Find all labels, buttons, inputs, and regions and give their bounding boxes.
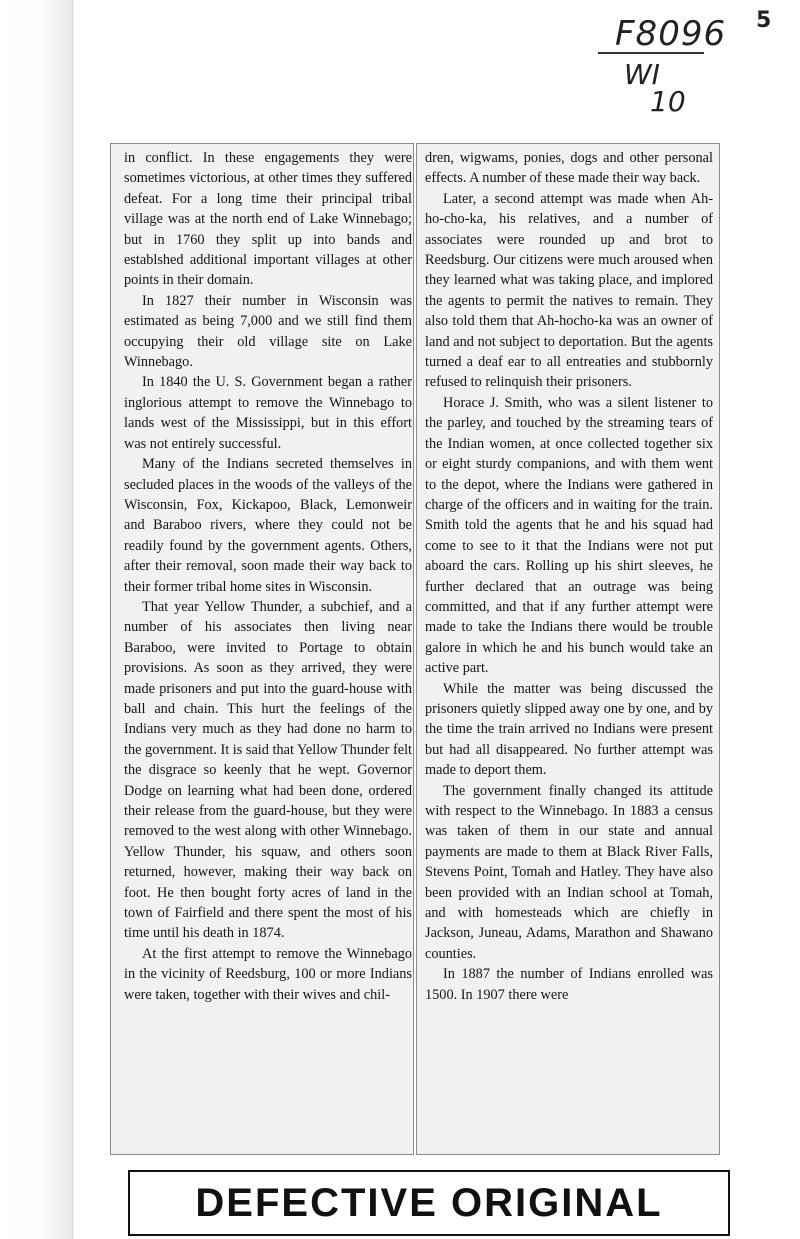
paragraph: In 1827 their number in Wisconsin was estimated as being 7,000 and we still find them occupying their old village site on Lake Winnebago. xyxy=(124,292,412,371)
box-note-annotation: 10 xyxy=(650,85,686,118)
page-number: 5 xyxy=(756,8,772,33)
paragraph: At the first attempt to remove the Winnebago in the vicinity of Reedsburg, 100 or more Indians were taken, together with their wives and chil- xyxy=(124,945,412,1003)
page-margin-strip xyxy=(0,0,73,1239)
paragraph: In 1887 the number of Indians enrolled was 1500. In 1907 there were xyxy=(425,966,713,1003)
article-left-column xyxy=(124,148,412,1005)
article-right-column xyxy=(425,148,713,1005)
paragraph: While the matter was being discussed the prisoners quietly slipped away one by one, and by the time the train arrived no Indians were present but had all disappeared. No further attempt was made to deport them. xyxy=(425,680,713,779)
paragraph: Later, a second attempt was made when Ah-ho-cho-ka, his relatives, and a number of associates were rounded up and brot to Reedsburg. Our citizens were much aroused when they learned what was taking place, and implored the agents to permit the natives to remain. They also told them that Ah-hocho-ka was an owner of land and not subject to deportation. But the agents turned a deaf ear to all entreaties and stubbornly refused to relinquish their prisoners. xyxy=(425,190,713,391)
annotation-underline xyxy=(598,52,704,54)
state-note-annotation: WI xyxy=(624,58,660,91)
stamp-code-annotation: F8096 xyxy=(615,14,727,54)
paragraph: in conflict. In these engagements they were sometimes victorious, at other times they suffered defeat. For a long time their principal tribal village was at the north end of Lake Winnebago; but in 1760 they split up into bands and establshed additional important villages at other points in their domain. xyxy=(124,150,412,289)
paragraph: That year Yellow Thunder, a subchief, and a number of his associates then living near Baraboo, were invited to Portage to obtain provisions. As soon as they arrived, they were made prisoners and put into the guard-house with ball and chain. This hurt the feelings of the Indians very much as they had done no harm to the government. It is said that Yellow Thunder felt the disgrace so keenly that he wept. Governor Dodge on learning what had been done, ordered their release from the guard-house, but they were removed to the west along with other Winnebago. Yellow Thunder, his squaw, and others soon returned, however, making their way back on foot. He then bought forty acres of land in the town of Fairfield and there spent the most of his time until his death in 1874. xyxy=(124,598,413,942)
paragraph: Many of the Indians secreted themselves in secluded places in the woods of the valleys of the Wisconsin, Fox, Kickapoo, Black, Lemonweir and Baraboo rivers, where they could not be readily found by the government agents. Others, after their removal, soon made their way back to their former tribal home sites in Wisconsin. xyxy=(124,456,412,595)
paragraph: In 1840 the U. S. Government began a rather inglorious attempt to remove the Winnebago to lands west of the Mississippi, but in this effort was not entirely successful. xyxy=(124,374,412,452)
paragraph: dren, wigwams, ponies, dogs and other personal effects. A number of these made their way back. xyxy=(425,150,713,187)
paragraph: Horace J. Smith, who was a silent listener to the parley, and touched by the streaming tears of the Indian women, at once collected together six or eight sturdy companions, and with them went to the depot, where the Indians were gathered in charge of the officers and in waiting for the train. Smith told the agents that he and his squad had come to see to it that the Indians were not put aboard the cars. Rolling up his shirt sleeves, he further declared that an outrage was being committed, and that if any further attempt were made to take the Indians there would be trouble galore in which he and his bunch would take an active part. xyxy=(425,394,713,677)
defective-original-stamp: DEFECTIVE ORIGINAL xyxy=(128,1170,730,1236)
paragraph: The government finally changed its attitude with respect to the Winnebago. In 1883 a census was taken of them in our state and annual payments are made to them at Black River Falls, Stevens Point, Tomah and Hatley. They have also been provided with an Indian school at Tomah, and with homesteads which are chiefly in Jackson, Juneau, Adams, Marathon and Shawano counties. xyxy=(425,782,713,962)
